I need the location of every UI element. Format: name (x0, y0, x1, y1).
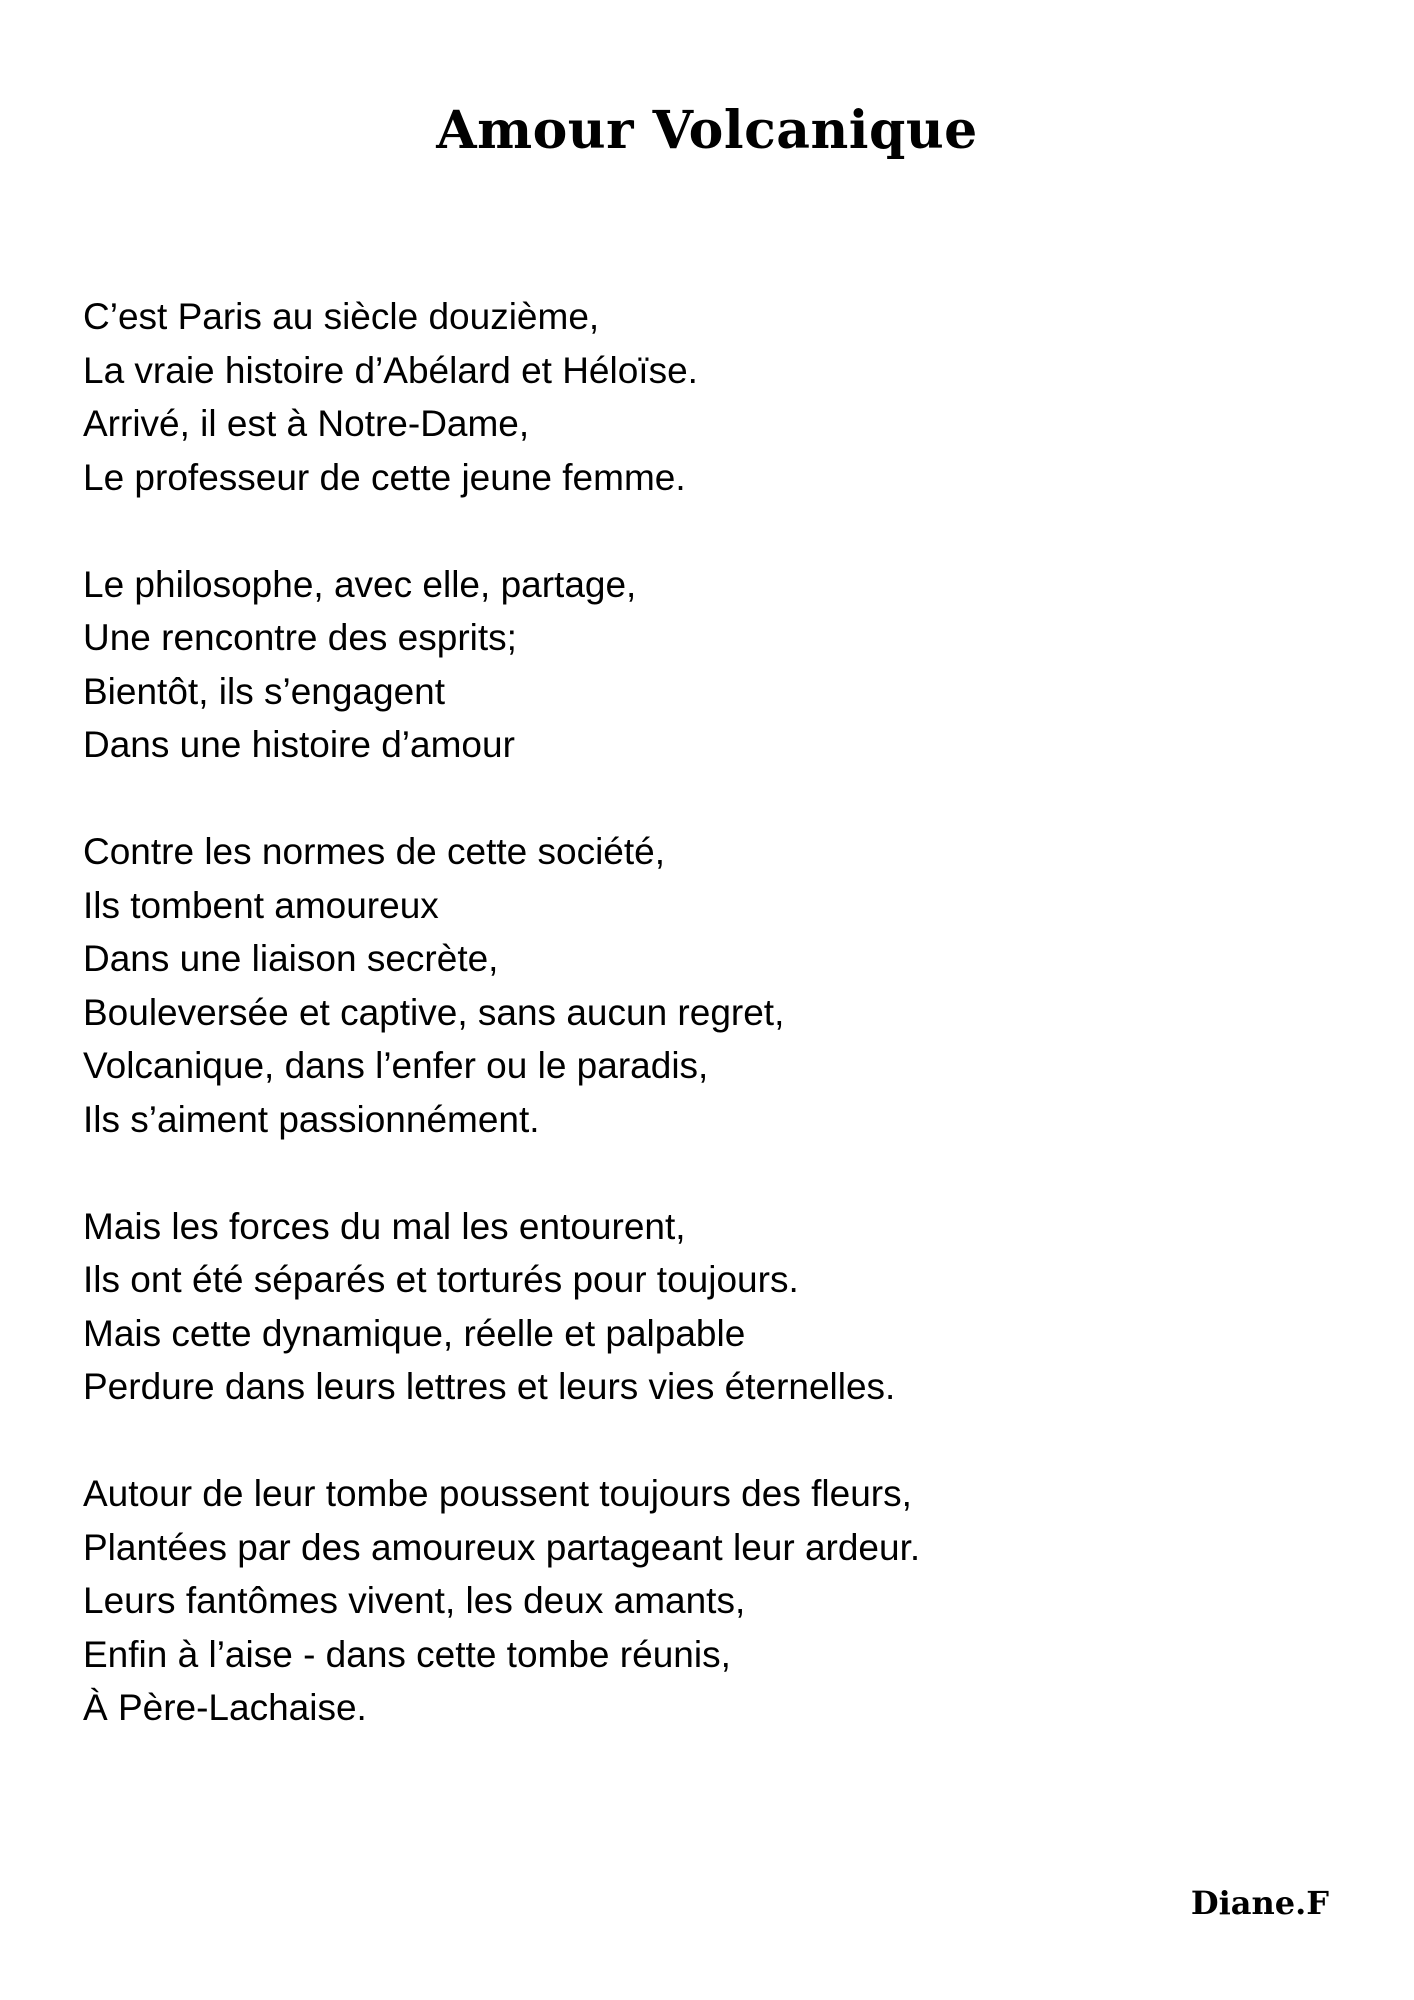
stanza (83, 825, 1333, 1146)
poem-line: C’est Paris au siècle douzième, (83, 296, 600, 337)
author-signature: Diane.F (1190, 1884, 1329, 1922)
poem-line: Une rencontre des esprits; (83, 617, 517, 658)
poem-line: Bientôt, ils s’engagent (83, 670, 446, 712)
poem-line: Dans une liaison secrète, (83, 938, 499, 979)
poem-line: Dans une histoire d’amour (83, 724, 515, 765)
poem-line: Ils ont été séparés et torturés pour toujours. (83, 1259, 799, 1300)
poem-line: Ils tombent amoureux (83, 884, 439, 926)
poem-line: Volcanique, dans l’enfer ou le paradis, (83, 1045, 709, 1086)
poem-line: Mais cette dynamique, réelle et palpable (83, 1312, 746, 1354)
poem-line: Ils s’aiment passionnément. (83, 1098, 540, 1140)
poem-line: Leurs fantômes vivent, les deux amants, (83, 1580, 746, 1621)
poem-line: Perdure dans leurs lettres et leurs vies éternelles. (83, 1366, 896, 1407)
poem-body (83, 290, 1333, 1788)
poem-line: Le philosophe, avec elle, partage, (83, 563, 637, 605)
poem-line: Arrivé, il est à Notre-Dame, (83, 403, 530, 444)
stanza (83, 1200, 1333, 1414)
poem-line: La vraie histoire d’Abélard et Héloïse. (83, 349, 698, 391)
poem-line: Bouleversée et captive, sans aucun regret, (83, 991, 785, 1033)
poem-line: Enfin à l’aise - dans cette tombe réunis, (83, 1633, 731, 1675)
poem-line: Contre les normes de cette société, (83, 831, 666, 872)
stanza (83, 558, 1333, 772)
poem-line: Autour de leur tombe poussent toujours des fleurs, (83, 1473, 912, 1514)
poem-line: À Père-Lachaise. (83, 1687, 367, 1728)
stanza (83, 290, 1333, 504)
stanza (83, 1467, 1333, 1735)
poem-line: Plantées par des amoureux partageant leur ardeur. (83, 1526, 921, 1568)
poem-line: Le professeur de cette jeune femme. (83, 456, 686, 498)
poem-title: Amour Volcanique (436, 100, 978, 161)
poem-line: Mais les forces du mal les entourent, (83, 1205, 686, 1247)
